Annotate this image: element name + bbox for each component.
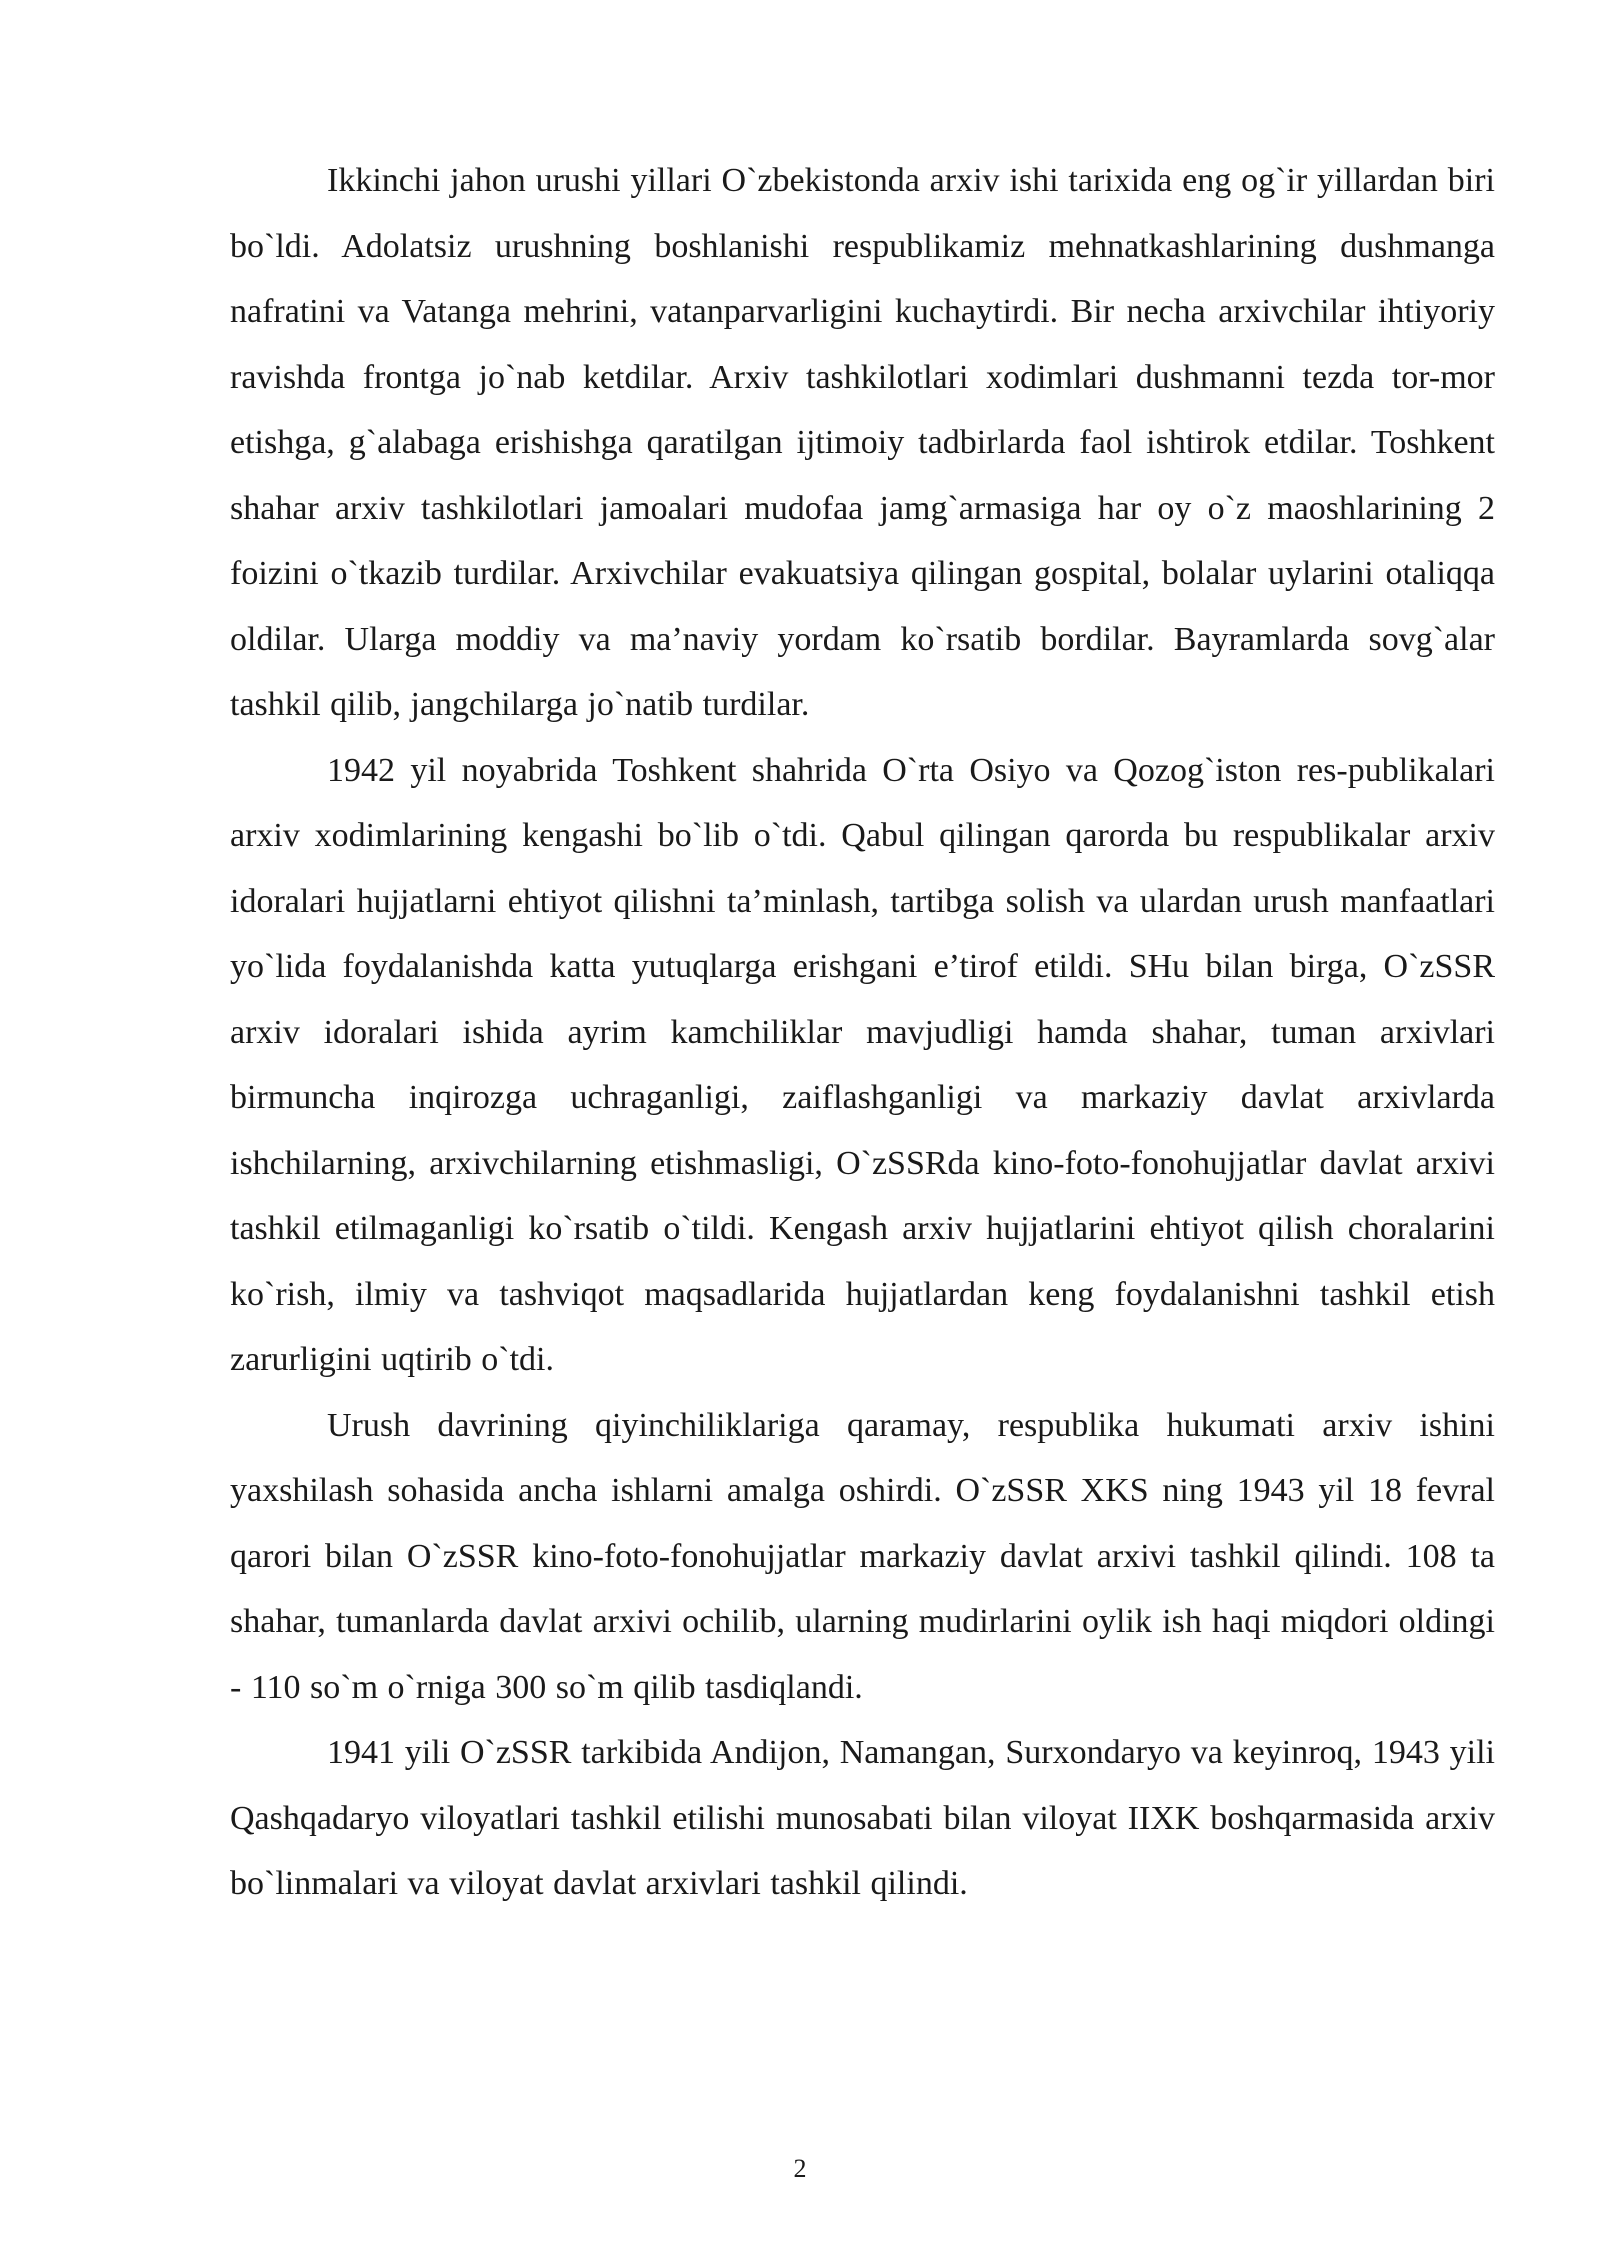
- page-number: 2: [793, 2154, 807, 2183]
- body-text: [230, 148, 1495, 1917]
- paragraph-4: 1941 yili O`zSSR tarkibida Andijon, Namangan, Surxondaryo va keyinroq, 1943 yili Qashqadaryo viloyatlari tashkil etilishi munosabati bilan viloyat IIXK boshqarmasida arxiv bo`linmalari va viloyat davlat arxivlari tashkil qilindi.: [230, 1734, 1495, 1902]
- paragraph-2: 1942 yil noyabrida Toshkent shahrida O`rta Osiyo va Qozog`iston res-publikalari arxiv xodimlarining kengashi bo`lib o`tdi. Qabul qilingan qarorda bu respublikalar arxiv idoralari hujjatlarni ehtiyot qilishni ta’minlash, tartibga solish va ulardan urush manfaatlari yo`lida foydalanishda katta yutuqlarga erishgani e’tirof etildi. SHu bilan birga, O`zSSR arxiv idoralari ishida ayrim kamchiliklar mavjudligi hamda shahar, tuman arxivlari birmuncha inqirozga uchraganligi, zaiflashganligi va markaziy davlat arxivlarda ishchilarning, arxivchilarning etishmasligi, O`zSSRda kino-foto-fonohujjatlar davlat arxivi tashkil etilmaganligi ko`rsatib o`tildi. Kengash arxiv hujjatlarini ehtiyot qilish choralarini ko`rish, ilmiy va tashviqot maqsadlarida hujjatlardan keng foydalanishni tashkil etish zarurligini uqtirib o`tdi.: [230, 751, 1495, 1378]
- paragraph-3: Urush davrining qiyinchiliklariga qaramay, respublika hukumati arxiv ishini yaxshilash sohasida ancha ishlarni amalga oshirdi. O`zSSR XKS ning 1943 yil 18 fevral qarori bilan O`zSSR kino-foto-fonohujjatlar markaziy davlat arxivi tashkil qilindi. 108 ta shahar, tumanlarda davlat arxivi ochilib, ularning mudirlarini oylik ish haqi miqdori oldingi - 110 so`m o`rniga 300 so`m qilib tasdiqlandi.: [230, 1406, 1495, 1706]
- paragraph-1: Ikkinchi jahon urushi yillari O`zbekistonda arxiv ishi tarixida eng og`ir yillardan biri bo`ldi. Adolatsiz urushning boshlanishi respublikamiz mehnatkashlarining dushmanga nafratini va Vatanga mehrini, vatanparvarligini kuchaytirdi. Bir necha arxivchilar ihtiyoriy ravishda frontga jo`nab ketdilar. Arxiv tashkilotlari xodimlari dushmanni tezda tor-mor etishga, g`alabaga erishishga qaratilgan ijtimoiy tadbirlarda faol ishtirok etdilar. Toshkent shahar arxiv tashkilotlari jamoalari mudofaa jamg`armasiga har oy o`z maoshlarining 2 foizini o`tkazib turdilar. Arxivchilar evakuatsiya qilingan gospital, bolalar uylarini otaliqqa oldilar. Ularga moddiy va ma’naviy yordam ko`rsatib bordilar. Bayramlarda sovg`alar tashkil qilib, jangchilarga jo`natib turdilar.: [230, 162, 1495, 723]
